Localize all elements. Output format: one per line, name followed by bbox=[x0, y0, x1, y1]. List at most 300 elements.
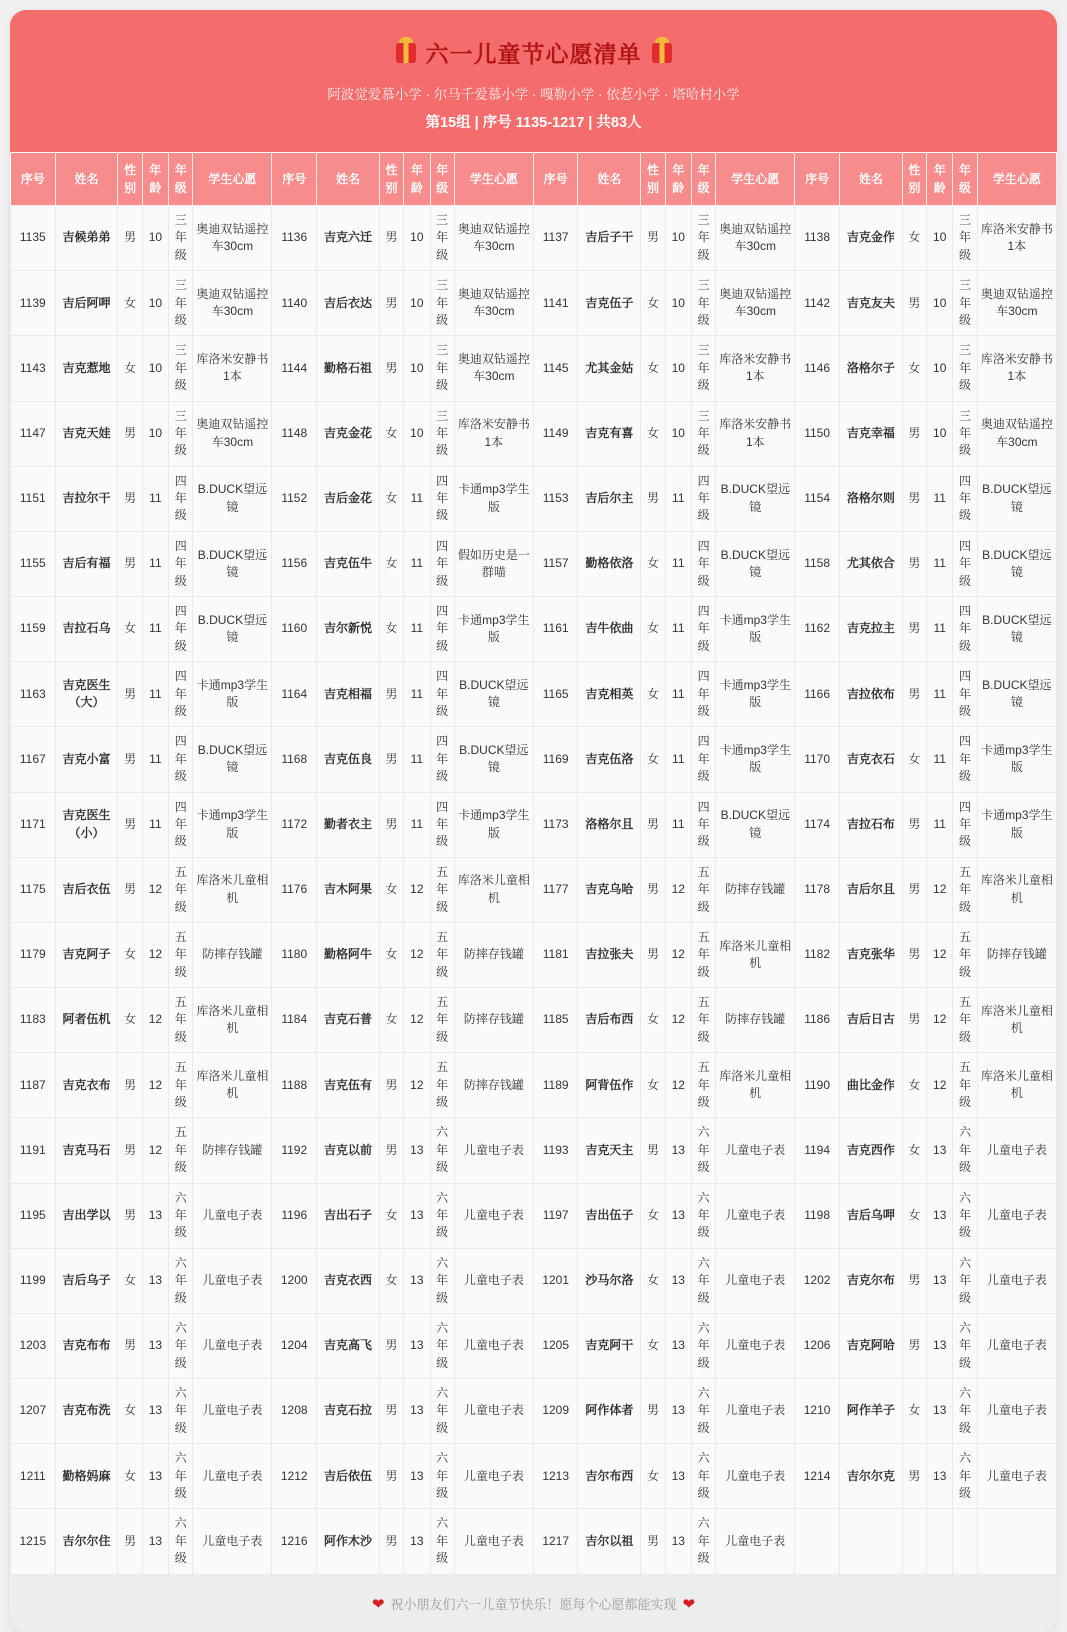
column-header-age: 年龄 bbox=[665, 153, 691, 206]
student-id-cell: 1189 bbox=[533, 1053, 578, 1118]
student-wish-cell: 卡通mp3学生版 bbox=[454, 792, 533, 857]
student-gender-cell: 女 bbox=[641, 336, 665, 401]
student-grade-cell: 六年级 bbox=[691, 1444, 715, 1509]
student-gender-cell: 男 bbox=[641, 792, 665, 857]
student-gender-cell: 女 bbox=[379, 988, 403, 1053]
student-gender-cell: 男 bbox=[379, 792, 403, 857]
student-grade-cell: 五年级 bbox=[953, 922, 977, 987]
student-age-cell: 12 bbox=[142, 988, 168, 1053]
student-id-cell: 1177 bbox=[533, 857, 578, 922]
student-gender-cell: 男 bbox=[902, 922, 926, 987]
table-row bbox=[11, 466, 1057, 531]
student-id-cell: 1215 bbox=[11, 1509, 56, 1574]
student-name-cell: 吉后依伍 bbox=[317, 1444, 380, 1509]
student-wish-cell bbox=[977, 1509, 1056, 1574]
student-age-cell: 13 bbox=[142, 1183, 168, 1248]
student-grade-cell: 四年级 bbox=[169, 727, 193, 792]
student-grade-cell: 四年级 bbox=[691, 531, 715, 596]
student-name-cell: 吉克金花 bbox=[317, 401, 380, 466]
student-wish-cell: 奥迪双钻遥控车30cm bbox=[977, 401, 1056, 466]
student-wish-cell: 儿童电子表 bbox=[454, 1313, 533, 1378]
student-gender-cell: 女 bbox=[641, 1248, 665, 1313]
column-header-gender: 性别 bbox=[902, 153, 926, 206]
student-gender-cell: 男 bbox=[118, 792, 142, 857]
student-id-cell: 1166 bbox=[795, 662, 840, 727]
student-gender-cell: 男 bbox=[379, 1118, 403, 1183]
student-age-cell: 13 bbox=[142, 1248, 168, 1313]
student-gender-cell: 女 bbox=[379, 857, 403, 922]
student-age-cell: 13 bbox=[927, 1444, 953, 1509]
student-grade-cell: 六年级 bbox=[953, 1379, 977, 1444]
student-grade-cell: 四年级 bbox=[691, 597, 715, 662]
student-age-cell: 13 bbox=[665, 1183, 691, 1248]
student-grade-cell: 六年级 bbox=[691, 1313, 715, 1378]
student-age-cell: 13 bbox=[665, 1444, 691, 1509]
student-grade-cell: 六年级 bbox=[169, 1379, 193, 1444]
student-id-cell: 1139 bbox=[11, 271, 56, 336]
student-wish-cell: 库洛米儿童相机 bbox=[977, 988, 1056, 1053]
student-wish-cell: 儿童电子表 bbox=[454, 1509, 533, 1574]
table-row bbox=[11, 1183, 1057, 1248]
student-age-cell: 10 bbox=[665, 401, 691, 466]
student-name-cell: 沙马尔洛 bbox=[578, 1248, 641, 1313]
student-gender-cell: 女 bbox=[902, 336, 926, 401]
student-id-cell: 1174 bbox=[795, 792, 840, 857]
student-name-cell: 吉克幸福 bbox=[839, 401, 902, 466]
student-age-cell: 12 bbox=[665, 857, 691, 922]
student-grade-cell: 三年级 bbox=[691, 401, 715, 466]
student-name-cell: 吉克六迁 bbox=[317, 206, 380, 271]
student-age-cell: 12 bbox=[927, 988, 953, 1053]
student-grade-cell: 六年级 bbox=[691, 1509, 715, 1574]
student-gender-cell: 女 bbox=[641, 531, 665, 596]
student-wish-cell: 防摔存钱罐 bbox=[716, 988, 795, 1053]
student-id-cell: 1185 bbox=[533, 988, 578, 1053]
student-grade-cell: 三年级 bbox=[953, 401, 977, 466]
student-gender-cell: 男 bbox=[641, 1379, 665, 1444]
footer-message: 祝小朋友们六一儿童节快乐！愿每个心愿都能实现 bbox=[390, 1596, 677, 1612]
student-age-cell: 12 bbox=[927, 857, 953, 922]
student-age-cell: 13 bbox=[142, 1379, 168, 1444]
student-wish-cell: 库洛米安静书1本 bbox=[716, 401, 795, 466]
student-wish-cell: 儿童电子表 bbox=[193, 1379, 272, 1444]
student-id-cell: 1158 bbox=[795, 531, 840, 596]
student-name-cell: 勤格妈麻 bbox=[55, 1444, 118, 1509]
table-row bbox=[11, 792, 1057, 857]
column-header-gender: 性别 bbox=[641, 153, 665, 206]
column-header-id: 序号 bbox=[11, 153, 56, 206]
student-wish-cell: 儿童电子表 bbox=[977, 1118, 1056, 1183]
student-gender-cell: 男 bbox=[641, 466, 665, 531]
student-wish-cell: 库洛米安静书1本 bbox=[716, 336, 795, 401]
student-name-cell: 吉后尔主 bbox=[578, 466, 641, 531]
student-wish-cell: 儿童电子表 bbox=[193, 1313, 272, 1378]
student-grade-cell bbox=[953, 1509, 977, 1574]
student-age-cell: 13 bbox=[665, 1509, 691, 1574]
student-gender-cell: 男 bbox=[118, 857, 142, 922]
student-id-cell: 1211 bbox=[11, 1444, 56, 1509]
student-grade-cell: 三年级 bbox=[169, 271, 193, 336]
student-id-cell: 1168 bbox=[272, 727, 317, 792]
student-wish-cell: 卡通mp3学生版 bbox=[454, 597, 533, 662]
student-name-cell: 吉克马石 bbox=[55, 1118, 118, 1183]
student-age-cell: 13 bbox=[665, 1379, 691, 1444]
student-wish-cell: 奥迪双钻遥控车30cm bbox=[716, 271, 795, 336]
student-age-cell: 10 bbox=[927, 271, 953, 336]
student-age-cell: 11 bbox=[142, 662, 168, 727]
student-age-cell: 11 bbox=[142, 727, 168, 792]
student-wish-cell: 卡通mp3学生版 bbox=[193, 792, 272, 857]
student-wish-cell: B.DUCK望远镜 bbox=[454, 727, 533, 792]
student-name-cell: 吉牛依曲 bbox=[578, 597, 641, 662]
student-age-cell: 13 bbox=[927, 1313, 953, 1378]
student-gender-cell: 女 bbox=[379, 531, 403, 596]
student-gender-cell: 女 bbox=[641, 271, 665, 336]
student-grade-cell: 五年级 bbox=[953, 1053, 977, 1118]
student-name-cell: 阿作体者 bbox=[578, 1379, 641, 1444]
student-wish-cell: 奥迪双钻遥控车30cm bbox=[454, 206, 533, 271]
student-gender-cell: 女 bbox=[118, 271, 142, 336]
student-gender-cell: 女 bbox=[379, 1183, 403, 1248]
student-name-cell: 吉拉依布 bbox=[839, 662, 902, 727]
student-id-cell: 1201 bbox=[533, 1248, 578, 1313]
wish-table-head bbox=[11, 153, 1057, 206]
student-gender-cell: 女 bbox=[641, 727, 665, 792]
student-gender-cell: 男 bbox=[641, 206, 665, 271]
student-wish-cell: 库洛米儿童相机 bbox=[716, 1053, 795, 1118]
student-age-cell: 10 bbox=[927, 336, 953, 401]
student-id-cell: 1137 bbox=[533, 206, 578, 271]
student-gender-cell: 男 bbox=[118, 206, 142, 271]
student-grade-cell: 四年级 bbox=[430, 531, 454, 596]
student-wish-cell: B.DUCK望远镜 bbox=[193, 727, 272, 792]
student-id-cell bbox=[795, 1509, 840, 1574]
student-name-cell: 吉候弟弟 bbox=[55, 206, 118, 271]
page-footer bbox=[10, 1575, 1057, 1632]
student-name-cell: 吉克衣石 bbox=[839, 727, 902, 792]
student-grade-cell: 五年级 bbox=[169, 857, 193, 922]
student-gender-cell: 女 bbox=[902, 206, 926, 271]
student-name-cell: 吉克伍良 bbox=[317, 727, 380, 792]
table-row bbox=[11, 401, 1057, 466]
column-header-age: 年龄 bbox=[927, 153, 953, 206]
student-id-cell: 1199 bbox=[11, 1248, 56, 1313]
student-id-cell: 1148 bbox=[272, 401, 317, 466]
student-id-cell: 1180 bbox=[272, 922, 317, 987]
student-grade-cell: 六年级 bbox=[953, 1313, 977, 1378]
student-gender-cell: 女 bbox=[118, 1379, 142, 1444]
student-gender-cell: 男 bbox=[118, 1509, 142, 1574]
student-id-cell: 1181 bbox=[533, 922, 578, 987]
student-age-cell bbox=[927, 1509, 953, 1574]
student-age-cell: 12 bbox=[404, 922, 430, 987]
student-age-cell: 12 bbox=[404, 1053, 430, 1118]
student-age-cell: 12 bbox=[142, 857, 168, 922]
student-id-cell: 1167 bbox=[11, 727, 56, 792]
student-name-cell: 吉克阿干 bbox=[578, 1313, 641, 1378]
student-id-cell: 1173 bbox=[533, 792, 578, 857]
student-id-cell: 1154 bbox=[795, 466, 840, 531]
column-header-name: 姓名 bbox=[839, 153, 902, 206]
student-grade-cell: 四年级 bbox=[953, 466, 977, 531]
student-name-cell: 吉克拉主 bbox=[839, 597, 902, 662]
student-grade-cell: 六年级 bbox=[691, 1183, 715, 1248]
student-wish-cell: 儿童电子表 bbox=[454, 1379, 533, 1444]
student-grade-cell: 三年级 bbox=[430, 401, 454, 466]
student-wish-cell: B.DUCK望远镜 bbox=[193, 531, 272, 596]
student-name-cell: 吉克尔布 bbox=[839, 1248, 902, 1313]
student-id-cell: 1187 bbox=[11, 1053, 56, 1118]
student-gender-cell: 女 bbox=[379, 597, 403, 662]
student-wish-cell: 库洛米儿童相机 bbox=[454, 857, 533, 922]
student-wish-cell: 奥迪双钻遥控车30cm bbox=[716, 206, 795, 271]
student-grade-cell: 五年级 bbox=[169, 1053, 193, 1118]
column-header-gender: 性别 bbox=[118, 153, 142, 206]
student-gender-cell: 男 bbox=[118, 1118, 142, 1183]
student-name-cell: 吉后日古 bbox=[839, 988, 902, 1053]
student-grade-cell: 六年级 bbox=[430, 1379, 454, 1444]
student-age-cell: 12 bbox=[142, 1053, 168, 1118]
column-header-id: 序号 bbox=[795, 153, 840, 206]
student-name-cell: 吉拉石乌 bbox=[55, 597, 118, 662]
student-wish-cell: B.DUCK望远镜 bbox=[977, 466, 1056, 531]
column-header-gender: 性别 bbox=[379, 153, 403, 206]
student-grade-cell: 三年级 bbox=[169, 336, 193, 401]
student-wish-cell: 卡通mp3学生版 bbox=[716, 597, 795, 662]
student-id-cell: 1182 bbox=[795, 922, 840, 987]
student-grade-cell: 三年级 bbox=[691, 271, 715, 336]
student-wish-cell: 儿童电子表 bbox=[977, 1379, 1056, 1444]
column-header-grade: 年级 bbox=[953, 153, 977, 206]
student-gender-cell: 男 bbox=[379, 1509, 403, 1574]
student-id-cell: 1200 bbox=[272, 1248, 317, 1313]
student-wish-cell: 防摔存钱罐 bbox=[193, 1118, 272, 1183]
student-age-cell: 10 bbox=[404, 336, 430, 401]
student-wish-cell: 儿童电子表 bbox=[977, 1444, 1056, 1509]
student-grade-cell: 三年级 bbox=[953, 206, 977, 271]
student-id-cell: 1204 bbox=[272, 1313, 317, 1378]
student-id-cell: 1202 bbox=[795, 1248, 840, 1313]
student-name-cell: 吉尔以祖 bbox=[578, 1509, 641, 1574]
student-wish-cell: 儿童电子表 bbox=[193, 1444, 272, 1509]
student-id-cell: 1217 bbox=[533, 1509, 578, 1574]
student-age-cell: 13 bbox=[927, 1379, 953, 1444]
student-name-cell: 吉尔新悦 bbox=[317, 597, 380, 662]
student-grade-cell: 四年级 bbox=[691, 792, 715, 857]
student-age-cell: 11 bbox=[142, 597, 168, 662]
student-wish-cell: 卡通mp3学生版 bbox=[454, 466, 533, 531]
student-gender-cell: 男 bbox=[641, 922, 665, 987]
student-name-cell: 吉后有福 bbox=[55, 531, 118, 596]
student-gender-cell: 男 bbox=[118, 727, 142, 792]
student-gender-cell: 男 bbox=[118, 531, 142, 596]
student-grade-cell: 四年级 bbox=[169, 466, 193, 531]
student-age-cell: 11 bbox=[665, 466, 691, 531]
student-grade-cell: 六年级 bbox=[691, 1118, 715, 1183]
student-grade-cell: 四年级 bbox=[430, 727, 454, 792]
student-grade-cell: 五年级 bbox=[691, 988, 715, 1053]
student-name-cell: 阿作木沙 bbox=[317, 1509, 380, 1574]
student-id-cell: 1190 bbox=[795, 1053, 840, 1118]
student-id-cell: 1163 bbox=[11, 662, 56, 727]
student-gender-cell: 男 bbox=[641, 1509, 665, 1574]
student-wish-cell: B.DUCK望远镜 bbox=[977, 662, 1056, 727]
student-name-cell: 吉克石普 bbox=[317, 988, 380, 1053]
student-age-cell: 12 bbox=[927, 1053, 953, 1118]
student-wish-cell: 库洛米儿童相机 bbox=[716, 922, 795, 987]
student-age-cell: 13 bbox=[404, 1313, 430, 1378]
student-grade-cell: 六年级 bbox=[169, 1444, 193, 1509]
student-id-cell: 1142 bbox=[795, 271, 840, 336]
student-gender-cell: 男 bbox=[118, 1053, 142, 1118]
student-id-cell: 1176 bbox=[272, 857, 317, 922]
student-age-cell: 10 bbox=[404, 206, 430, 271]
student-age-cell: 11 bbox=[404, 662, 430, 727]
student-gender-cell: 男 bbox=[379, 1379, 403, 1444]
student-wish-cell: 卡通mp3学生版 bbox=[977, 727, 1056, 792]
student-wish-cell: 儿童电子表 bbox=[977, 1183, 1056, 1248]
student-id-cell: 1212 bbox=[272, 1444, 317, 1509]
student-gender-cell: 男 bbox=[902, 271, 926, 336]
table-row bbox=[11, 1509, 1057, 1574]
student-age-cell: 12 bbox=[665, 1053, 691, 1118]
student-gender-cell: 男 bbox=[902, 466, 926, 531]
table-row bbox=[11, 857, 1057, 922]
student-name-cell: 吉后乌子 bbox=[55, 1248, 118, 1313]
student-gender-cell: 女 bbox=[902, 1118, 926, 1183]
student-name-cell: 吉木阿果 bbox=[317, 857, 380, 922]
student-age-cell: 13 bbox=[404, 1183, 430, 1248]
student-wish-cell: 库洛米安静书1本 bbox=[193, 336, 272, 401]
student-wish-cell: 防摔存钱罐 bbox=[454, 1053, 533, 1118]
student-id-cell: 1191 bbox=[11, 1118, 56, 1183]
student-grade-cell: 六年级 bbox=[169, 1248, 193, 1313]
student-age-cell: 10 bbox=[404, 271, 430, 336]
student-id-cell: 1188 bbox=[272, 1053, 317, 1118]
student-id-cell: 1208 bbox=[272, 1379, 317, 1444]
student-wish-cell: 防摔存钱罐 bbox=[977, 922, 1056, 987]
student-name-cell: 吉克布洗 bbox=[55, 1379, 118, 1444]
student-age-cell: 11 bbox=[404, 792, 430, 857]
student-name-cell: 吉克天主 bbox=[578, 1118, 641, 1183]
student-name-cell: 吉克阿哈 bbox=[839, 1313, 902, 1378]
student-gender-cell: 女 bbox=[641, 1053, 665, 1118]
student-age-cell: 13 bbox=[404, 1118, 430, 1183]
student-gender-cell: 男 bbox=[902, 1248, 926, 1313]
student-gender-cell: 男 bbox=[118, 1313, 142, 1378]
student-id-cell: 1175 bbox=[11, 857, 56, 922]
student-wish-cell: 防摔存钱罐 bbox=[716, 857, 795, 922]
page-title: 六一儿童节心愿清单 bbox=[425, 41, 642, 67]
student-age-cell: 10 bbox=[142, 401, 168, 466]
student-name-cell: 吉出伍子 bbox=[578, 1183, 641, 1248]
student-age-cell: 11 bbox=[927, 727, 953, 792]
student-wish-cell: B.DUCK望远镜 bbox=[716, 466, 795, 531]
student-name-cell: 吉尔布西 bbox=[578, 1444, 641, 1509]
student-age-cell: 13 bbox=[927, 1183, 953, 1248]
wish-list-card bbox=[10, 10, 1057, 1632]
student-id-cell: 1184 bbox=[272, 988, 317, 1053]
student-wish-cell: 卡通mp3学生版 bbox=[716, 727, 795, 792]
student-name-cell: 吉后衣达 bbox=[317, 271, 380, 336]
table-row bbox=[11, 662, 1057, 727]
student-name-cell: 阿作羊子 bbox=[839, 1379, 902, 1444]
student-grade-cell: 四年级 bbox=[691, 662, 715, 727]
student-id-cell: 1135 bbox=[11, 206, 56, 271]
student-wish-cell: 奥迪双钻遥控车30cm bbox=[193, 206, 272, 271]
student-age-cell: 10 bbox=[142, 206, 168, 271]
student-wish-cell: 儿童电子表 bbox=[716, 1444, 795, 1509]
student-age-cell: 13 bbox=[404, 1248, 430, 1313]
student-name-cell: 吉克伍有 bbox=[317, 1053, 380, 1118]
column-header-wish: 学生心愿 bbox=[193, 153, 272, 206]
student-age-cell: 10 bbox=[404, 401, 430, 466]
student-wish-cell: 儿童电子表 bbox=[716, 1183, 795, 1248]
student-gender-cell: 女 bbox=[118, 922, 142, 987]
student-grade-cell: 六年级 bbox=[169, 1509, 193, 1574]
student-id-cell: 1195 bbox=[11, 1183, 56, 1248]
school-list: 阿波觉爱慕小学 · 尔马千爱慕小学 · 嘎勒小学 · 依惹小学 · 塔哈村小学 bbox=[327, 87, 740, 102]
student-age-cell: 13 bbox=[927, 1248, 953, 1313]
column-header-id: 序号 bbox=[533, 153, 578, 206]
student-gender-cell: 女 bbox=[379, 1248, 403, 1313]
student-name-cell: 尤其金姑 bbox=[578, 336, 641, 401]
student-gender-cell: 男 bbox=[118, 662, 142, 727]
student-id-cell: 1178 bbox=[795, 857, 840, 922]
student-grade-cell: 三年级 bbox=[169, 401, 193, 466]
table-row bbox=[11, 206, 1057, 271]
student-name-cell: 勤格石祖 bbox=[317, 336, 380, 401]
student-name-cell: 勤者衣主 bbox=[317, 792, 380, 857]
student-grade-cell: 六年级 bbox=[169, 1183, 193, 1248]
student-age-cell: 11 bbox=[665, 662, 691, 727]
table-row bbox=[11, 922, 1057, 987]
student-name-cell: 吉克小富 bbox=[55, 727, 118, 792]
student-wish-cell: B.DUCK望远镜 bbox=[193, 466, 272, 531]
student-gender-cell: 女 bbox=[902, 727, 926, 792]
student-gender-cell: 男 bbox=[118, 401, 142, 466]
student-id-cell: 1203 bbox=[11, 1313, 56, 1378]
student-wish-cell: 卡通mp3学生版 bbox=[977, 792, 1056, 857]
student-gender-cell: 男 bbox=[641, 1118, 665, 1183]
student-grade-cell: 四年级 bbox=[169, 792, 193, 857]
student-age-cell: 10 bbox=[665, 271, 691, 336]
column-header-id: 序号 bbox=[272, 153, 317, 206]
student-gender-cell: 女 bbox=[641, 1313, 665, 1378]
student-wish-cell: 库洛米儿童相机 bbox=[193, 1053, 272, 1118]
student-grade-cell: 六年级 bbox=[430, 1118, 454, 1183]
student-wish-cell: 库洛米安静书1本 bbox=[977, 336, 1056, 401]
student-age-cell: 12 bbox=[665, 922, 691, 987]
table-row bbox=[11, 1053, 1057, 1118]
student-name-cell: 吉后子干 bbox=[578, 206, 641, 271]
student-name-cell: 吉克医生（小） bbox=[55, 792, 118, 857]
student-grade-cell: 五年级 bbox=[430, 1053, 454, 1118]
student-gender-cell: 女 bbox=[118, 1444, 142, 1509]
student-wish-cell: 库洛米安静书1本 bbox=[977, 206, 1056, 271]
student-age-cell: 13 bbox=[404, 1379, 430, 1444]
student-name-cell: 阿背伍作 bbox=[578, 1053, 641, 1118]
student-age-cell: 10 bbox=[665, 206, 691, 271]
student-wish-cell: B.DUCK望远镜 bbox=[977, 597, 1056, 662]
student-age-cell: 13 bbox=[665, 1118, 691, 1183]
gift-icon bbox=[652, 43, 672, 63]
student-wish-cell: 儿童电子表 bbox=[193, 1248, 272, 1313]
student-name-cell: 吉克布布 bbox=[55, 1313, 118, 1378]
student-grade-cell: 四年级 bbox=[953, 792, 977, 857]
student-name-cell: 吉克衣布 bbox=[55, 1053, 118, 1118]
group-info: 第15组 | 序号 1135-1217 | 共83人 bbox=[425, 115, 642, 131]
